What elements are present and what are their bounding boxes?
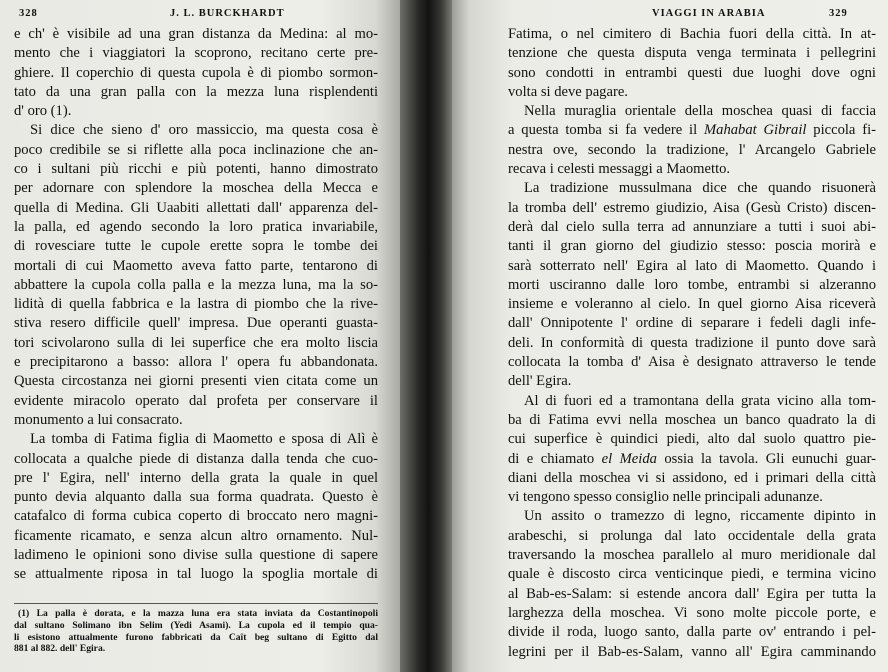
- text-line: mento che i viaggiatori la scoprono, recitano certe pre-: [14, 45, 378, 62]
- text-line: Si dice che sieno d' oro massiccio, ma questa cosa è: [30, 122, 378, 139]
- right-page: [452, 0, 888, 672]
- text-line: di e chiamato el Meida ossia la tavola. Gli eunuchi guar-: [508, 450, 876, 467]
- text-line: traversando la moschea parallelo al muro meridionale dal: [508, 547, 876, 564]
- text-line: abbattere la cupola colla palla e la mezza luna, ma la so-: [14, 276, 378, 293]
- text-line: d' oro (1).: [14, 103, 72, 120]
- text-line: monumento a lui consacrato.: [14, 411, 183, 428]
- text-line: quale è discosto circa venticinque piedi, e termina vicino: [508, 566, 876, 583]
- text-line: Questa circostanza nei giorni presenti vien citata come un: [14, 373, 378, 390]
- text-line: ba di Fatima evvi nella moschea un banco quadrato la di: [508, 411, 876, 428]
- running-head: J. L. BURCKHARDT: [170, 8, 285, 19]
- text-line: e precipitarono a basso: allora l' opera fu abbandonata.: [14, 354, 378, 371]
- footnote-line: li esistono attualmente furono fabbricati da Caît beg sultano di Egitto dal: [14, 631, 378, 643]
- text-line: dall' Onnipotente l' ordine di separare i fedeli dagli infe-: [508, 315, 876, 332]
- text-line: ladimeno le opinioni sono divise sulla questione di sapere: [14, 547, 378, 564]
- text-line: La tradizione mussulmana dice che quando risuonerà: [524, 180, 876, 197]
- text-line: la tromba dell' estremo giudizio, Aisa (Gesù Cristo) discen-: [508, 199, 876, 216]
- left-page-text: [14, 25, 378, 585]
- text-line: legrini per il Bab-es-Salam, vanno all' Egira camminando: [508, 643, 876, 660]
- text-line: collocata a qualche piede di distanza dalla tenda che cuo-: [14, 450, 378, 467]
- text-line: tenzione che questa disputa venga terminata i pellegrini: [508, 45, 876, 62]
- text-line: evidente miracolo operato dal profeta per conservare il: [14, 392, 378, 409]
- text-line: co i sultani più ricchi e più potenti, hanno dimostrato: [14, 161, 378, 178]
- text-line: divide il roda, luogo santo, dalla parte ov' entrando i pel-: [508, 624, 876, 641]
- text-line: ficamente ricamato, e senza alcun altro ornamento. Nul-: [14, 527, 378, 544]
- text-line: deli. In conformità di questa tradizione il punto dove sarà: [508, 334, 876, 351]
- text-line: recava i celesti messaggi a Maometto.: [508, 161, 731, 178]
- text-line: tori scivolarono sulla di lei superfice che era molto liscia: [14, 334, 378, 351]
- text-line: e ch' è visibile ad una gran distanza da Medina: al mo-: [14, 26, 378, 42]
- text-line: vi tengono spesso consiglio nelle principali adunanze.: [508, 489, 823, 506]
- text-line: al Bab-es-Salam: si estende ancora dall' Egira per tutta la: [508, 585, 876, 602]
- text-line: tanti il gran giorno del giudizio stesso: poscia morirà e: [508, 238, 876, 255]
- right-page-text: [508, 25, 876, 662]
- text-line: punto devia alquanto dalla sua forma quadrata. Questo è: [14, 489, 378, 506]
- text-line: stiva resero difficile quell' impresa. Due operanti guasta-: [14, 315, 378, 332]
- text-line: arabeschi, si prolunga dal lato occidentale della grata: [508, 527, 876, 544]
- text-line: nestra ove, secondo la tradizione, l' Arcangelo Gabriele: [508, 141, 876, 158]
- footnote-line: 881 al 882. dell' Egira.: [14, 643, 106, 655]
- book-gutter: [400, 0, 452, 672]
- text-line: Un assito o tramezzo di legno, riccamente dipinto in: [524, 508, 876, 525]
- text-line: diani della moschea vi si assidono, ed i primari della città: [508, 469, 876, 486]
- text-line: tato da una gran palla con la mezza luna risplendenti: [14, 83, 378, 100]
- page-number: 329: [829, 8, 848, 19]
- text-line: Fatima, o nel cimitero di Bachia fuori della città. In at-: [508, 26, 876, 42]
- text-line: per adornare con splendore la moschea della Mecca e: [14, 180, 378, 197]
- text-line: Nella muraglia orientale della moschea quasi di faccia: [524, 103, 876, 120]
- text-line: derà dal cielo sulla terra ad annunziare a tutti i suoi abi-: [508, 218, 876, 235]
- text-line: di rovesciare tutte le cupole erette sopra le tombe dei: [14, 238, 378, 255]
- text-line: volta si deve pagare.: [508, 83, 628, 100]
- text-line: quella di Medina. Gli Uaabiti allettati dall' apparenza del-: [14, 199, 378, 216]
- text-line: pre l' Egira, nell' interno della grata la quale in quel: [14, 469, 378, 486]
- text-line: cui superfice è quindici piedi, alto dal suolo quattro pie-: [508, 431, 876, 448]
- running-head: VIAGGI IN ARABIA: [652, 8, 766, 19]
- text-line: lidità di quella fabbrica e la lastra di piombo che la rive-: [14, 296, 378, 313]
- text-line: sarà sotterrato nell' Egira al lato di Maometto. Quando i: [508, 257, 876, 274]
- text-line: la palla, ed agendo secondo la loro pratica invariabile,: [14, 218, 378, 235]
- text-line: La tomba di Fatima figlia di Maometto e sposa di Alì è: [30, 431, 378, 448]
- text-line: ghiere. Il coperchio di questa cupola è di piombo sormon-: [14, 64, 378, 81]
- footnote: [14, 603, 378, 655]
- footnote-line: (1) La palla è dorata, e la mazza luna era stata inviata da Costantinopoli: [18, 608, 378, 619]
- text-line: Al di fuori ed a tramontana della grata vicino alla tom-: [524, 392, 876, 409]
- page-number: 328: [19, 8, 38, 19]
- footnote-line: dal sultano Solimano ibn Selim (Yedi Asami). La cupola ed il tempio qua-: [14, 619, 378, 631]
- text-line: a questa tomba si fa vedere il Mahabat Gibrail piccola fi-: [508, 122, 876, 139]
- text-line: morti usciranno dalle loro tombe, entrambi si alzeranno: [508, 276, 876, 293]
- text-line: larghezza della moschea. Vi sono molte piccole porte, e: [508, 604, 876, 621]
- text-line: poco credibile se si riflette alla poca inclinazione che an-: [14, 141, 378, 158]
- text-line: mortali di cui Maometto aveva fatto parte, tentarono di: [14, 257, 378, 274]
- text-line: insieme e voleranno al cielo. In quel giorno Aisa riceverà: [508, 296, 876, 313]
- text-line: collocata la tomba d' Aisa è designato attraverso le tende: [508, 354, 876, 371]
- text-line: sono condotti in entrambi questi due luoghi dove ogni: [508, 64, 876, 81]
- left-page: [0, 0, 400, 672]
- text-line: se attualmente riposa in tal luogo la spoglia mortale di: [14, 566, 378, 583]
- text-line: dell' Egira.: [508, 373, 572, 390]
- text-line: catafalco di forma cubica coperto di broccato nero magni-: [14, 508, 378, 525]
